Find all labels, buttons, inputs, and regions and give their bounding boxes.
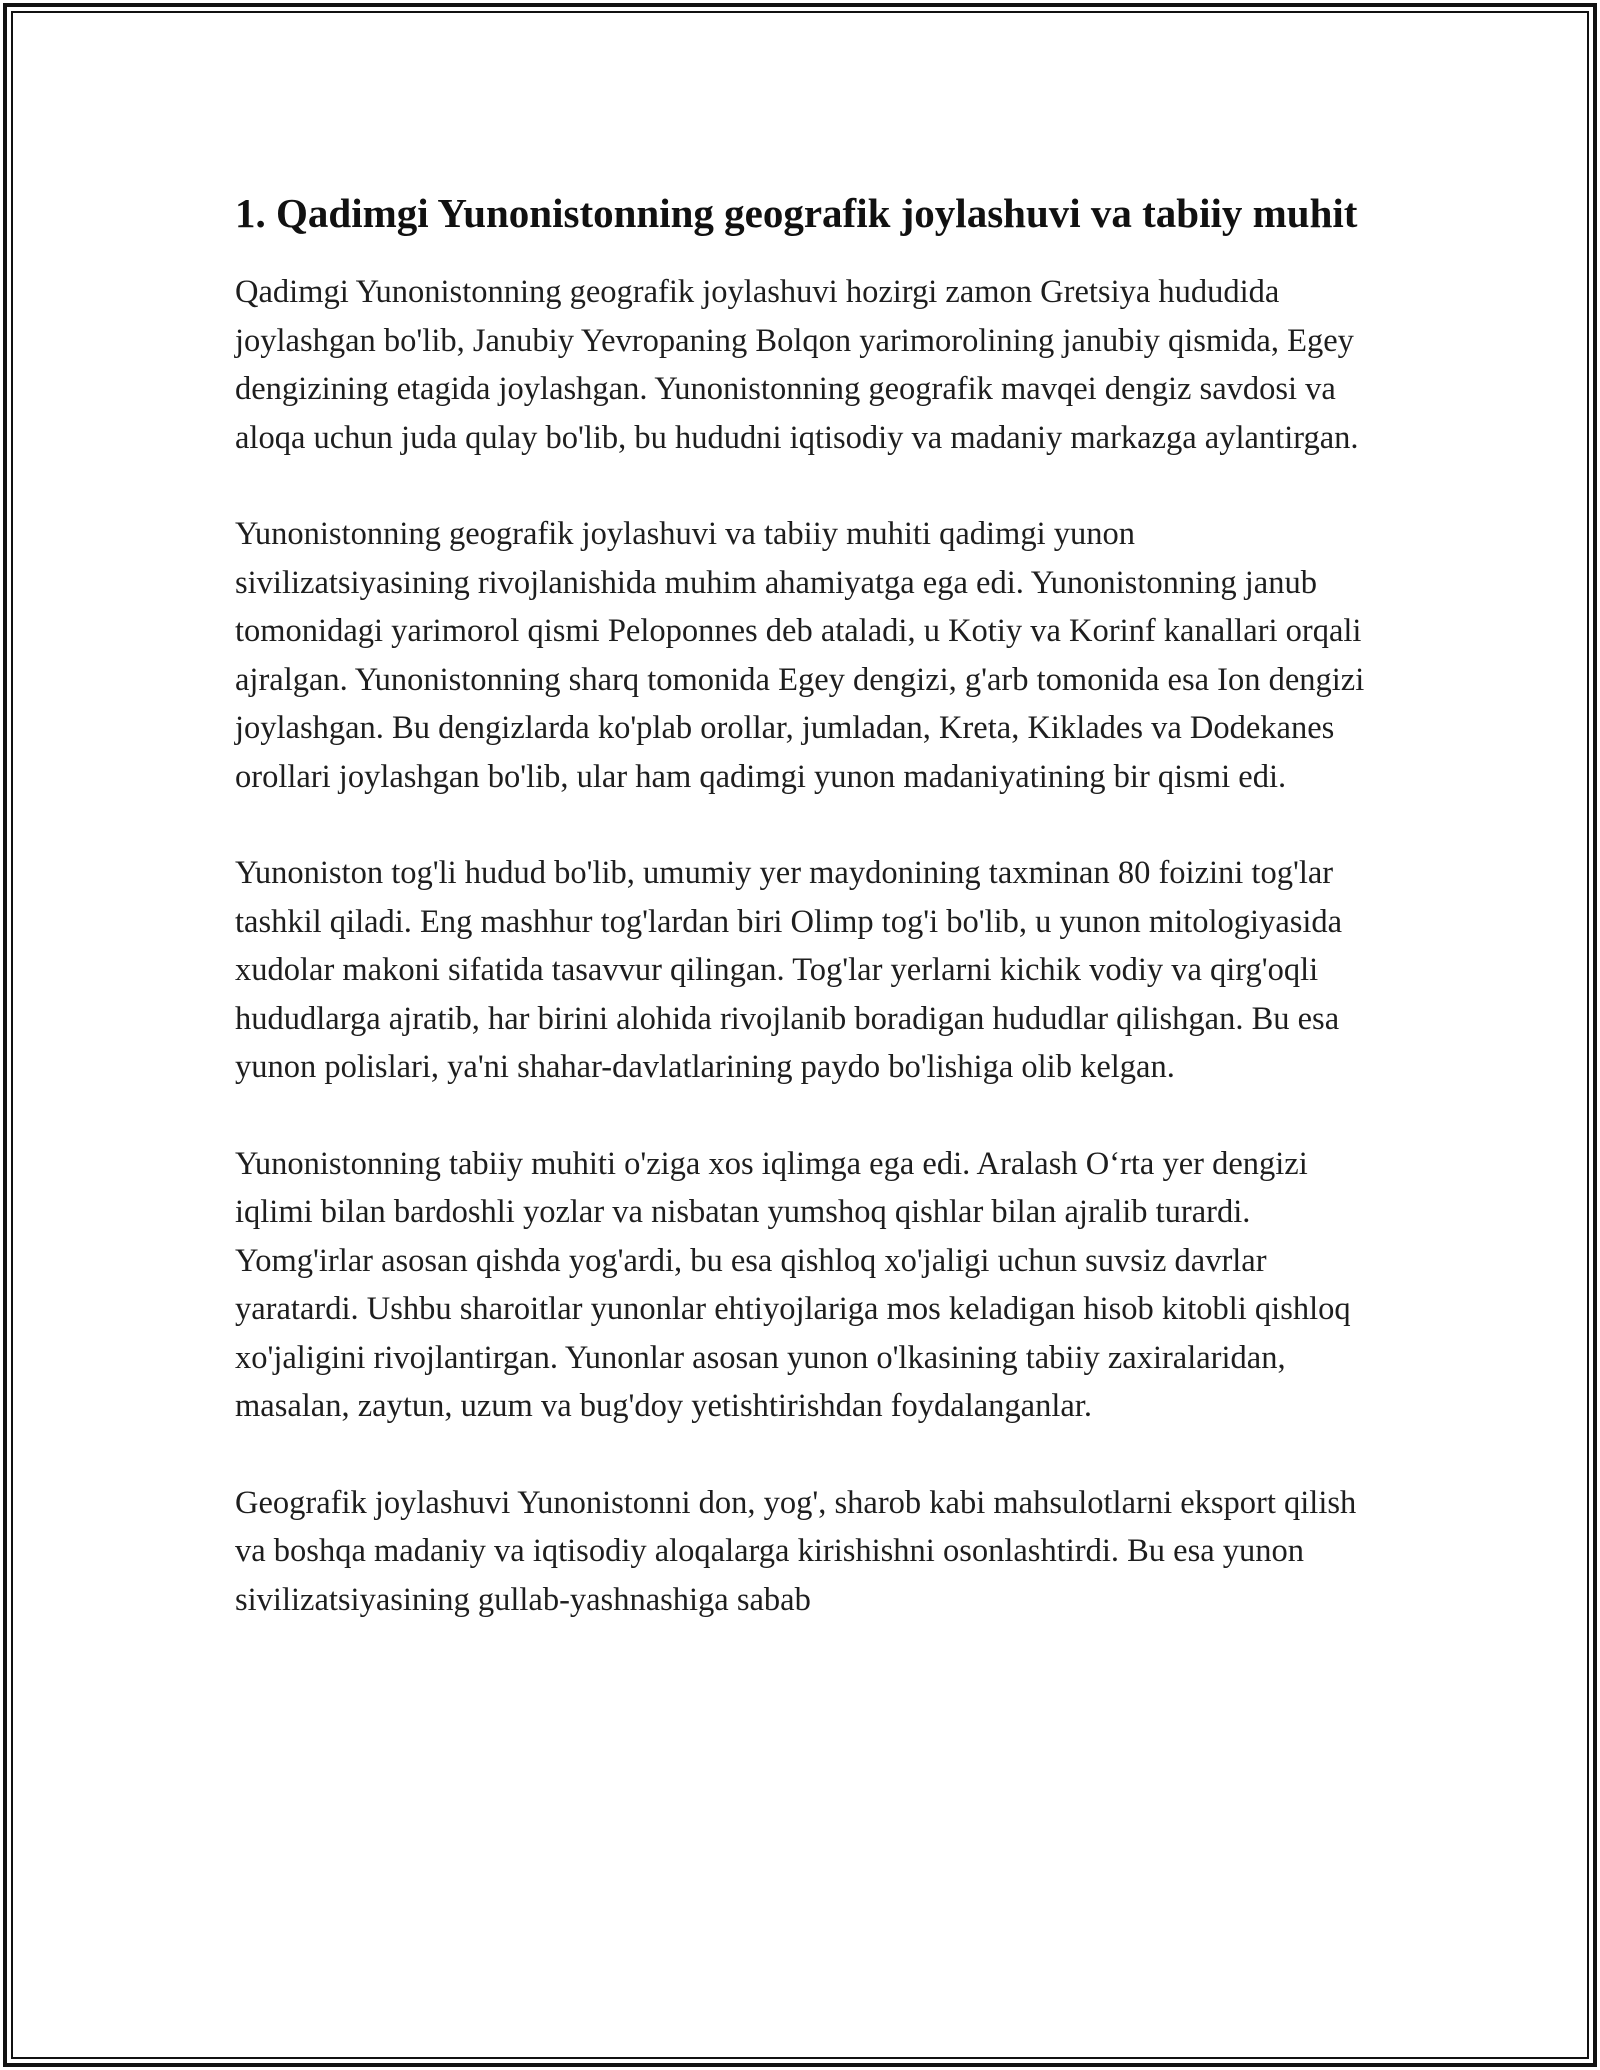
paragraph-2: Yunonistonning geografik joylashuvi va tabiiy muhiti qadimgi yunon sivilizatsiyasining rivojlanishida muhim ahamiyatga ega edi. Yunonistonning janub tomonidagi yarimorol qismi Peloponnes deb ataladi, u Kotiy va Korinf kanallari orqali ajralgan. Yunonistonning sharq tomonida Egey dengizi, g'arb tomonida esa Ion dengizi joylashgan. Bu dengizlarda ko'plab orollar, jumladan, Kreta, Kiklades va Dodekanes orollari joylashgan bo'lib, ular ham qadimgi yunon madaniyatining bir qismi edi.: [235, 516, 1365, 795]
paragraph-4: Yunonistonning tabiiy muhiti o'ziga xos iqlimga ega edi. Aralash O‘rta yer dengizi iqlimi bilan bardoshli yozlar va nisbatan yumshoq qishlar bilan ajralib turardi. Yomg'irlar asosan qishda yog'ardi, bu esa qishloq xo'jaligi uchun suvsiz davrlar yaratardi. Ushbu sharoitlar yunonlar ehtiyojlariga mos keladigan hisob kitobli qishloq xo'jaligini rivojlantirgan. Yunonlar asosan yunon o'lkasining tabiiy zaxiralaridan, masalan, zaytun, uzum va bug'doy yetishtirishdan foydalanganlar.: [235, 1145, 1351, 1424]
document-body: [235, 186, 1375, 1672]
paragraph-1: Qadimgi Yunonistonning geografik joylashuvi hozirgi zamon Gretsiya hududida joylashgan bo'lib, Janubiy Yevropaning Bolqon yarimorolining janubiy qismida, Egey dengizining etagida joylashgan. Yunonistonning geografik mavqei dengiz savdosi va aloqa uchun juda qulay bo'lib, bu hududni iqtisodiy va madaniy markazga aylantirgan.: [235, 274, 1359, 456]
section-heading: 1. Qadimgi Yunonistonning geografik joylashuvi va tabiiy muhit: [235, 190, 1358, 236]
paragraph-3: Yunoniston tog'li hudud bo'lib, umumiy yer maydonining taxminan 80 foizini tog'lar tashkil qiladi. Eng mashhur tog'lardan biri Olimp tog'i bo'lib, u yunon mitologiyasida xudolar makoni sifatida tasavvur qilingan. Tog'lar yerlarni kichik vodiy va qirg'oqli hududlarga ajratib, har birini alohida rivojlanib boradigan hududlar qilishgan. Bu esa yunon polislari, ya'ni shahar-davlatlarining paydo bo'lishiga olib kelgan.: [235, 855, 1343, 1085]
paragraph-5: Geografik joylashuvi Yunonistonni don, yog', sharob kabi mahsulotlarni eksport qilish va boshqa madaniy va iqtisodiy aloqalarga kirishishni osonlashtirdi. Bu esa yunon sivilizatsiyasining gullab-yashnashiga sabab: [235, 1484, 1357, 1618]
